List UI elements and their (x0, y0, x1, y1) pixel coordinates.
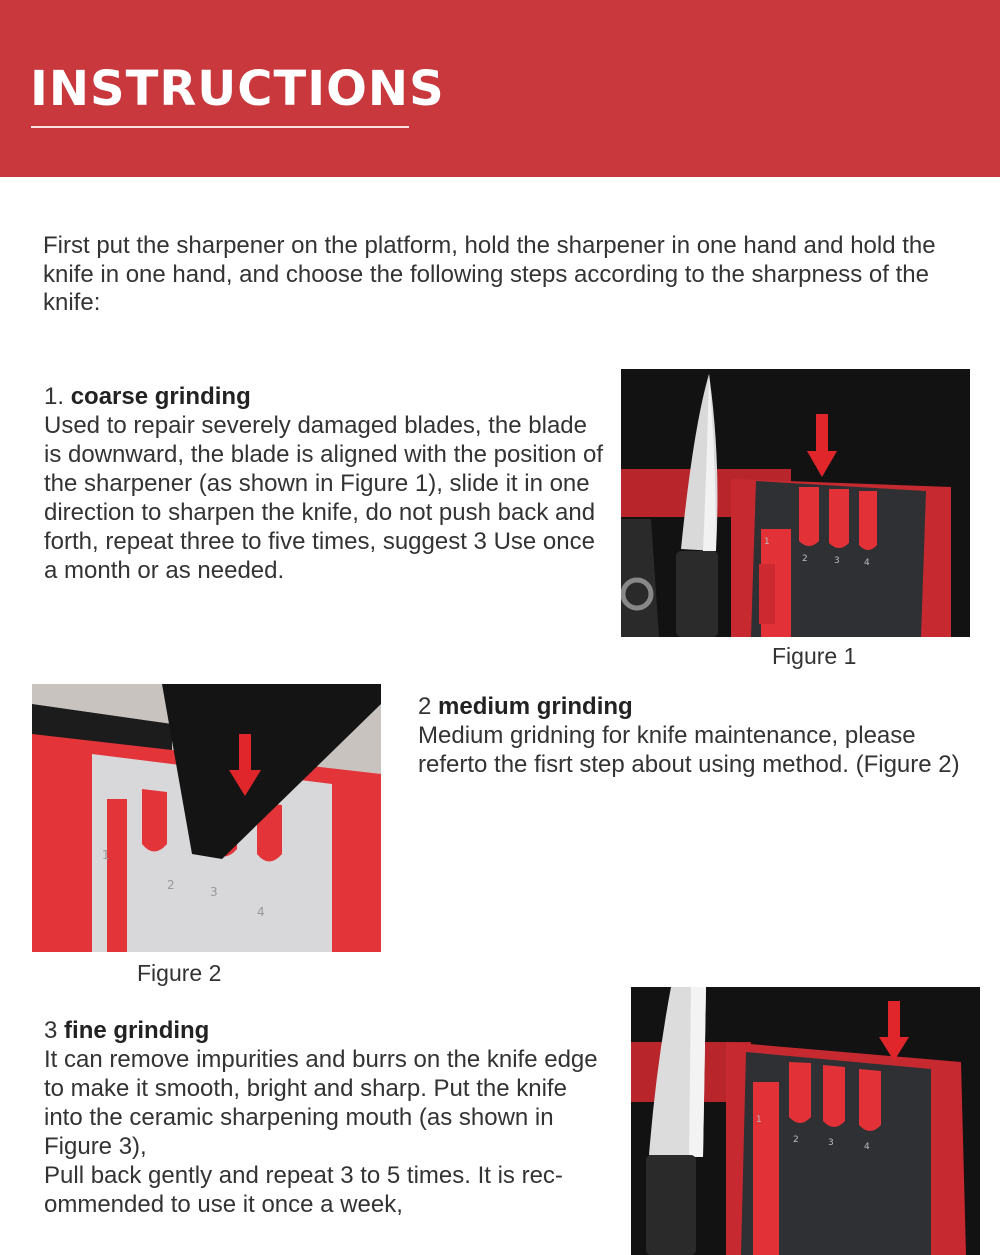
slot-number: 4 (257, 905, 265, 919)
slot-number: 4 (864, 1142, 870, 1152)
slot-number: 3 (834, 556, 840, 566)
sharpener-photo-3 (631, 987, 980, 1255)
slot-number: 2 (802, 554, 808, 564)
slot-number: 1 (756, 1115, 762, 1125)
intro-paragraph: First put the sharpener on the platform, hold the sharpener in one hand and hold the knife in one hand, and choose the following steps according to the sharpness of the knife: (43, 232, 936, 316)
step-coarse-grinding (44, 382, 604, 585)
slot-number: 1 (764, 537, 770, 547)
title-underline (31, 126, 409, 128)
page-title: INSTRUCTIONS (30, 61, 445, 117)
slot-number: 1 (102, 848, 110, 862)
step-description: Medium gridning for knife maintenance, please referto the fisrt step about using method. (Figure 2) (418, 722, 960, 778)
step-description: It can remove impurities and burrs on the knife edge to make it smooth, bright and sharp. Put the knife into the ceramic sharpening mouth (as shown in Figure 3), (44, 1046, 598, 1160)
step-heading (44, 382, 604, 411)
step-title: medium grinding (438, 693, 633, 720)
figure-2-caption: Figure 2 (137, 960, 222, 986)
slot-number: 2 (167, 878, 175, 892)
step-description: Used to repair severely damaged blades, the blade is downward, the blade is aligned with the position of the sharpener (as shown in Figure 1), slide it in one direction to sharpen the knife, do not push back and forth, repeat three to five times, suggest 3 Use once a month or as needed. (44, 412, 604, 584)
step-title: coarse grinding (70, 383, 251, 410)
figure-3-image (631, 987, 980, 1255)
figure-1-caption: Figure 1 (772, 643, 857, 669)
sharpener-photo-2 (32, 684, 381, 952)
slot-number: 3 (828, 1138, 834, 1148)
step-heading (418, 692, 978, 721)
step-medium-grinding (418, 692, 978, 779)
step-heading (44, 1016, 604, 1045)
sharpener-photo-1 (621, 369, 970, 637)
figure-2-image (32, 684, 381, 952)
step-number: 1. (44, 383, 65, 410)
step-title: fine grinding (64, 1017, 210, 1044)
slot-number: 2 (793, 1135, 799, 1145)
slot-number: 4 (864, 558, 870, 568)
step-description-continued: Pull back gently and repeat 3 to 5 times. It is rec-ommended to use it once a week, (44, 1162, 563, 1218)
header-banner (0, 0, 1000, 177)
figure-1-image (621, 369, 970, 637)
step-number: 3 (44, 1017, 58, 1044)
step-fine-grinding (44, 1016, 604, 1219)
slot-number: 3 (210, 885, 218, 899)
step-number: 2 (418, 693, 432, 720)
